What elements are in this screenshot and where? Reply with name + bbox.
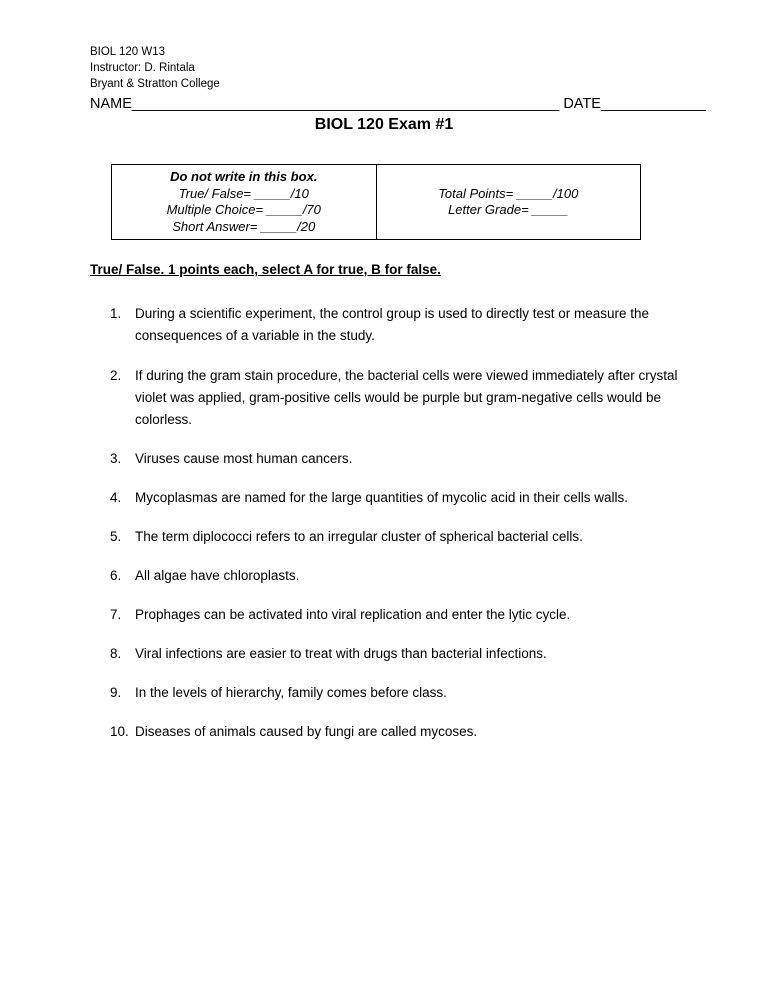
- question-list: [90, 303, 690, 760]
- section-heading: True/ False. 1 points each, select A for true, B for false.: [90, 262, 441, 277]
- score-box: [111, 164, 641, 240]
- question-item: [90, 682, 690, 704]
- letter-grade: Letter Grade= _____: [448, 202, 569, 217]
- exam-title: BIOL 120 Exam #1: [314, 116, 454, 133]
- score-box-totals: [377, 165, 641, 239]
- question-item: [90, 487, 690, 509]
- question-text: Prophages can be activated into viral replication and enter the lytic cycle.: [135, 607, 571, 622]
- course-code: BIOL 120 W13: [90, 46, 166, 58]
- question-number: 9.: [110, 685, 122, 700]
- question-text: Diseases of animals caused by fungi are called mycoses.: [135, 724, 478, 739]
- question-number: 3.: [110, 451, 122, 466]
- question-number: 8.: [110, 646, 122, 661]
- question-item: [90, 643, 690, 665]
- question-item: [90, 448, 690, 470]
- question-number: 6.: [110, 568, 122, 583]
- course-header: [90, 44, 220, 92]
- question-item: [90, 721, 690, 743]
- question-text: Viruses cause most human cancers.: [135, 451, 353, 466]
- question-text: The term diplococci refers to an irregular cluster of spherical bacterial cells.: [135, 529, 583, 544]
- question-number: 10.: [110, 724, 129, 739]
- question-text: If during the gram stain procedure, the bacterial cells were viewed immediately after crystal violet was applied, gram-positive cells would be purple but gram-negative cells would be colorless.: [135, 368, 678, 427]
- question-text: All algae have chloroplasts.: [135, 568, 300, 583]
- question-item: [90, 303, 690, 347]
- question-text: Viral infections are easier to treat with drugs than bacterial infections.: [135, 646, 547, 661]
- short-answer-score: Short Answer= _____/20: [172, 218, 316, 234]
- score-box-breakdown: [112, 165, 377, 239]
- college-name: Bryant & Stratton College: [90, 78, 220, 90]
- question-text: In the levels of hierarchy, family comes before class.: [135, 685, 447, 700]
- total-points: Total Points= _____/100: [438, 185, 579, 201]
- question-number: 5.: [110, 529, 122, 544]
- question-text: Mycoplasmas are named for the large quantities of mycolic acid in their cells walls.: [135, 490, 628, 505]
- question-item: [90, 365, 690, 431]
- question-number: 4.: [110, 490, 122, 505]
- name-date-line: NAME_____________________________________________________ DATE_____________: [90, 96, 706, 112]
- question-number: 2.: [110, 368, 122, 383]
- true-false-score: True/ False= _____/10: [178, 185, 309, 201]
- question-number: 1.: [110, 306, 122, 321]
- score-box-heading: Do not write in this box.: [170, 169, 318, 184]
- instructor-name: Instructor: D. Rintala: [90, 62, 195, 74]
- question-text: During a scientific experiment, the control group is used to directly test or measure the consequences of a variable in the study.: [135, 306, 649, 343]
- question-item: [90, 565, 690, 587]
- question-number: 7.: [110, 607, 122, 622]
- question-item: [90, 526, 690, 548]
- question-item: [90, 604, 690, 626]
- multiple-choice-score: Multiple Choice= _____/70: [166, 202, 321, 217]
